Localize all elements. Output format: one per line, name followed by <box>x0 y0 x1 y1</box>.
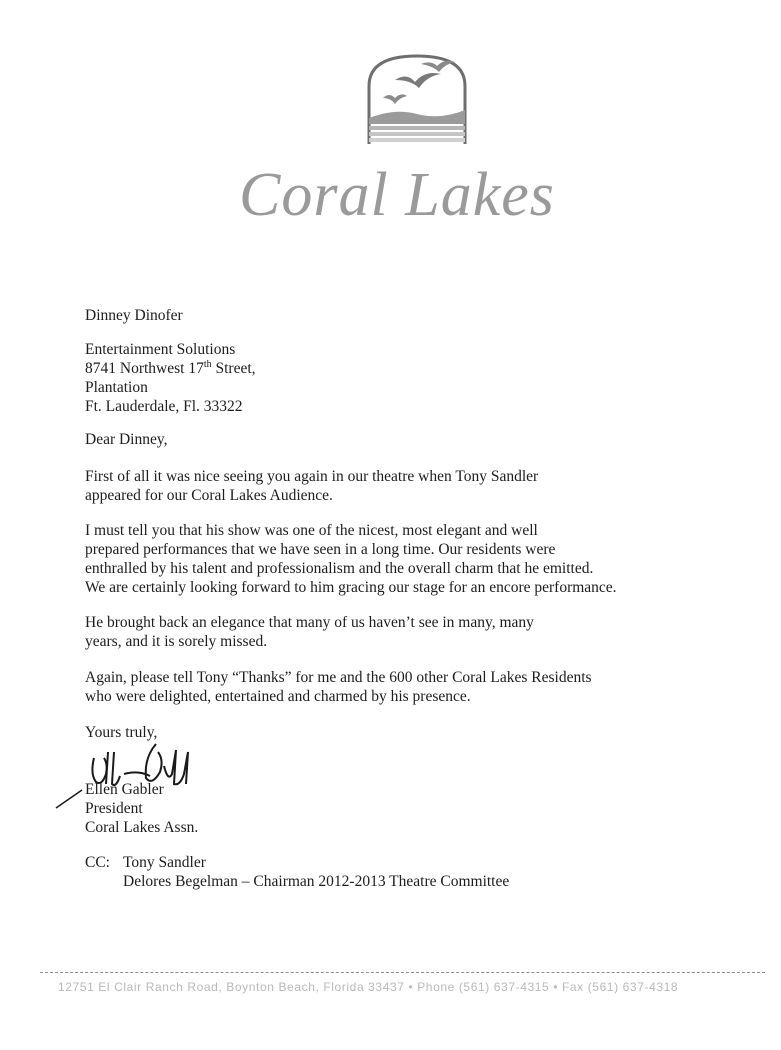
paragraph-line: enthralled by his talent and professionalism and the overall charm that he emitted. <box>85 560 594 577</box>
footer-divider <box>40 972 765 973</box>
body-paragraph-2 <box>85 521 617 597</box>
recipient-street <box>85 359 256 378</box>
recipient-city: Plantation <box>85 379 148 396</box>
paragraph-line: First of all it was nice seeing you again in our theatre when Tony Sandler <box>85 468 539 485</box>
recipient-city-state-zip: Ft. Lauderdale, Fl. 33322 <box>85 398 243 415</box>
seagull-arch-emblem-icon <box>365 52 469 148</box>
cc-second: Delores Begelman – Chairman 2012-2013 Theatre Committee <box>123 873 510 890</box>
signer-block <box>85 780 198 837</box>
cc-label: CC: <box>85 854 110 871</box>
signer-org: Coral Lakes Assn. <box>85 819 199 836</box>
paragraph-line: prepared performances that we have seen in a long time. Our residents were <box>85 541 556 558</box>
paragraph-line: We are certainly looking forward to him gracing our stage for an encore performance. <box>85 579 617 596</box>
signer-name: Ellen Gabler <box>85 781 164 798</box>
signer-title: President <box>85 800 143 817</box>
letterhead-wordmark: Coral Lakes <box>239 161 555 229</box>
paragraph-line: He brought back an elegance that many of us haven’t see in many, many <box>85 614 534 631</box>
recipient-company: Entertainment Solutions <box>85 341 236 358</box>
street-text: 8741 Northwest 17 <box>85 360 204 377</box>
recipient-name: Dinney Dinofer <box>85 307 183 324</box>
street-ordinal: th <box>203 358 212 370</box>
body-paragraph-4 <box>85 668 592 706</box>
paragraph-line: I must tell you that his show was one of the nicest, most elegant and well <box>85 522 538 539</box>
cc-first: Tony Sandler <box>123 854 206 871</box>
paragraph-line: Again, please tell Tony “Thanks” for me and the 600 other Coral Lakes Residents <box>85 669 592 686</box>
paragraph-line: years, and it is sorely missed. <box>85 633 268 650</box>
salutation: Dear Dinney, <box>85 431 168 448</box>
body-paragraph-1 <box>85 467 538 505</box>
paragraph-line: who were delighted, entertained and charmed by his presence. <box>85 688 471 705</box>
recipient-address <box>85 340 256 416</box>
letterhead-logo <box>235 52 575 229</box>
recipient-name-block <box>85 306 183 325</box>
cc-row <box>85 853 509 872</box>
cc-block <box>85 853 509 891</box>
footer-address: 12751 El Clair Ranch Road, Boynton Beach, Florida 33437 • Phone (561) 637-4315 • Fax (561) 637-4318 <box>58 980 679 994</box>
closing: Yours truly, <box>85 724 158 741</box>
body-paragraph-3 <box>85 613 534 651</box>
street-suffix: Street, <box>211 360 256 377</box>
paragraph-line: appeared for our Coral Lakes Audience. <box>85 487 333 504</box>
